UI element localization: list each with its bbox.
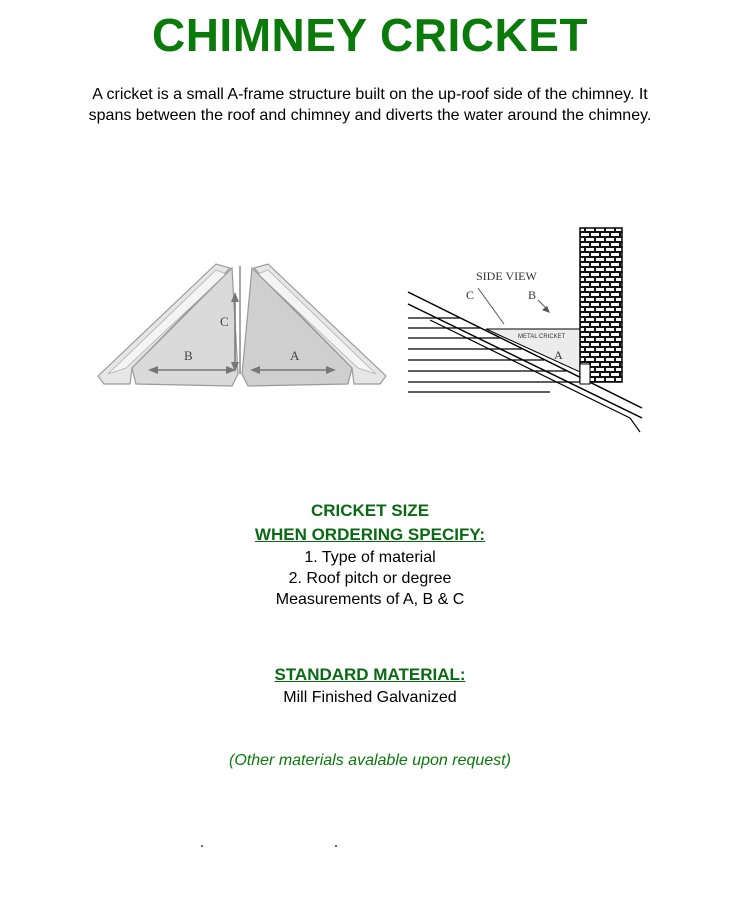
standard-material-heading: STANDARD MATERIAL: — [274, 665, 466, 684]
cricket-size-heading: CRICKET SIZE — [310, 501, 430, 520]
standard-material-value: Mill Finished Galvanized — [283, 689, 457, 706]
intro-line-2: spans between the roof and chimney and diverts the water around the chimney. — [88, 107, 652, 124]
side-label-a: A — [554, 348, 563, 362]
side-label-b: B — [528, 288, 537, 302]
stray-dot — [335, 845, 337, 847]
ordering-specify-heading: WHEN ORDERING SPECIFY: — [254, 525, 486, 544]
other-materials-note: (Other materials avalable upon request) — [229, 752, 511, 769]
standard-material-section — [0, 663, 740, 708]
cricket-side-view-diagram — [400, 222, 645, 437]
spec-item-measurements: Measurements of A, B & C — [275, 591, 465, 608]
intro-paragraph — [20, 84, 720, 126]
spec-item-material: 1. Type of material — [304, 549, 436, 566]
cricket-size-section — [0, 499, 740, 610]
label-a: A — [290, 348, 300, 363]
intro-line-1: A cricket is a small A-frame structure built on the up-roof side of the chimney. It — [92, 86, 648, 103]
spec-item-pitch: 2. Roof pitch or degree — [288, 570, 452, 587]
cricket-front-view-diagram — [92, 256, 392, 391]
label-b: B — [184, 348, 193, 363]
side-view-label: SIDE VIEW — [476, 269, 537, 283]
label-c: C — [220, 314, 229, 329]
stray-dot — [201, 845, 203, 847]
page-title: CHIMNEY CRICKET — [151, 9, 588, 61]
metal-cricket-label: METAL CRICKET — [518, 334, 566, 340]
side-label-c: C — [466, 288, 475, 302]
